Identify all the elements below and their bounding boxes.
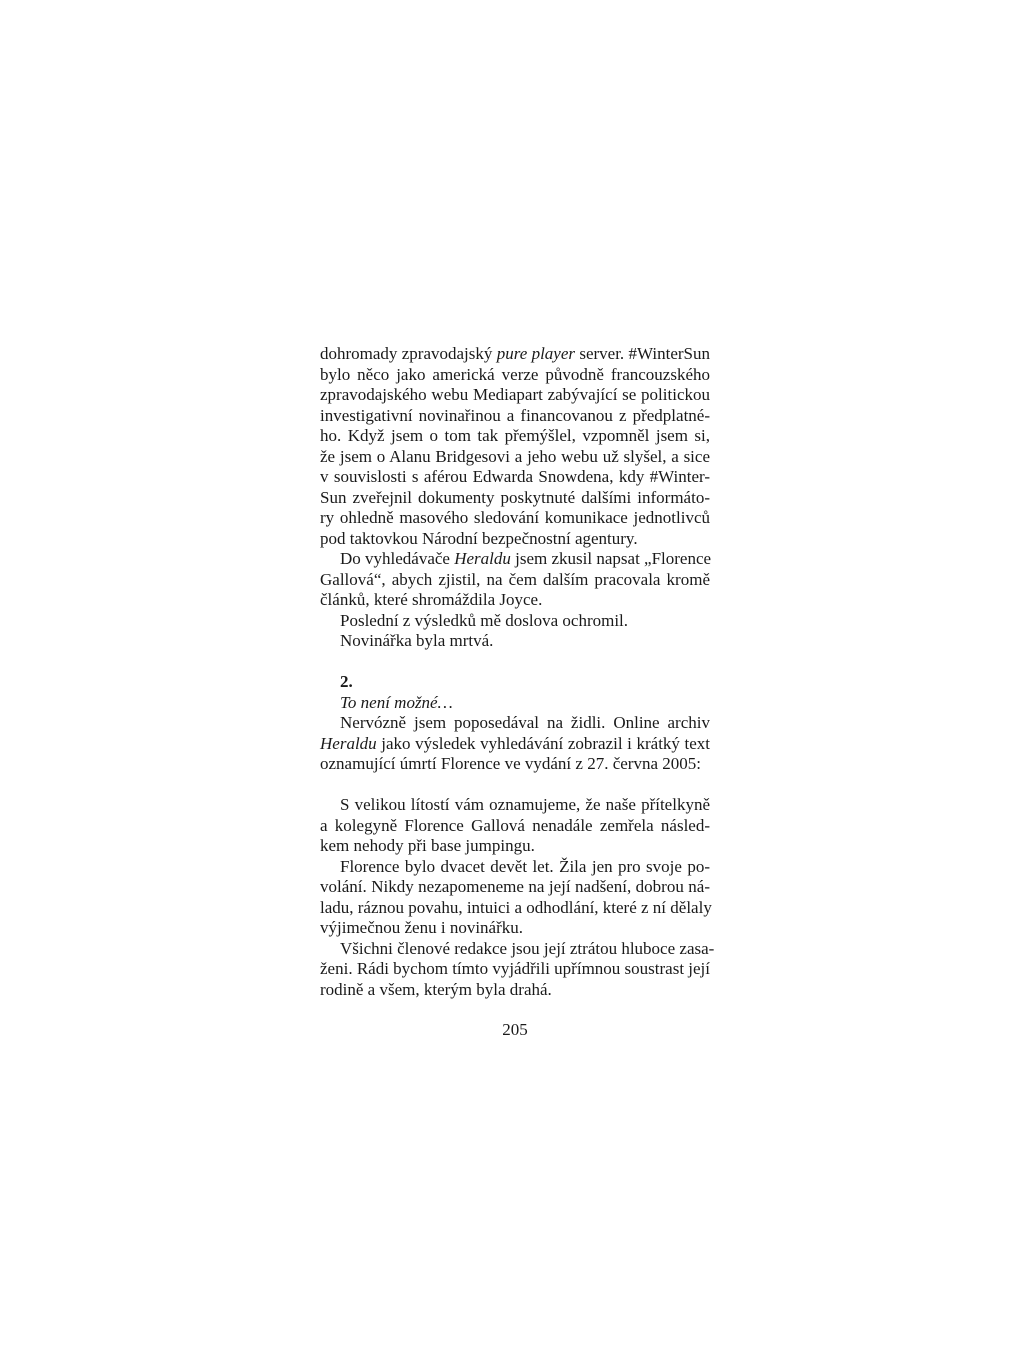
text-line: pod taktovkou Národní bezpečnostní agentury. xyxy=(320,528,638,548)
italic-term: pure player xyxy=(496,344,576,363)
obituary-line: ladu, ráznou povahu, intuici a odhodlání, které z ní dělaly xyxy=(320,897,712,917)
italic-term: Heraldu xyxy=(454,549,511,568)
text-line: Nervózně jsem poposedával na židli. Online archiv xyxy=(340,713,710,732)
obituary-line: volání. Nikdy nezapomeneme na její nadšení, dobrou ná- xyxy=(320,877,710,896)
text-line: článků, které shromáždila Joyce. xyxy=(320,590,543,609)
text-line: ho. Když jsem o tom tak přemýšlel, vzpomněl jsem si, xyxy=(320,426,710,445)
body-text xyxy=(320,344,715,1000)
obituary-line: S velikou lítostí vám oznamujeme, že naše přítelkyně xyxy=(340,795,710,814)
text-line: oznamující úmrtí Florence ve vydání z 27. června 2005: xyxy=(320,754,701,773)
text-line xyxy=(320,734,710,755)
obituary-line: Všichni členové redakce jsou její ztrátou hluboce zasa- xyxy=(340,938,715,958)
italic-term: Heraldu xyxy=(320,733,377,753)
text-line: zpravodajského webu Mediapart zabývající se politickou xyxy=(320,385,710,404)
text-run: dohromady zpravodajský xyxy=(320,344,497,363)
text-line: že jsem o Alanu Bridgesovi a jeho webu už slyšel, a sice xyxy=(320,446,710,466)
text-line xyxy=(320,549,710,570)
text-line: Novinářka byla mrtvá. xyxy=(340,631,494,650)
chapter-number: 2. xyxy=(340,672,353,691)
text-line: Gallová“, abych zjistil, na čem dalším pracovala kromě xyxy=(320,569,710,589)
text-line: v souvislosti s aférou Edwarda Snowdena, kdy #Winter- xyxy=(320,467,710,486)
text-line: Poslední z výsledků mě doslova ochromil. xyxy=(340,610,629,630)
text-line: bylo něco jako americká verze původně francouzského xyxy=(320,364,710,384)
text-run: server. #WinterSun xyxy=(575,344,710,363)
obituary-line: a kolegyně Florence Gallová nenadále zemřela násled- xyxy=(320,815,710,835)
obituary-line: výjimečnou ženu i novinářku. xyxy=(320,918,524,937)
blank-line xyxy=(320,652,710,673)
text-line: investigativní novinařinou a financovanou z předplatné- xyxy=(320,405,710,425)
text-line xyxy=(320,344,710,365)
obituary-line: rodině a všem, kterým byla drahá. xyxy=(320,979,552,999)
text-line: Sun zveřejnil dokumenty poskytnuté dalšími informáto- xyxy=(320,487,710,507)
text-line: ry ohledně masového sledování komunikace jednotlivců xyxy=(320,508,710,527)
text-run: jsem zkusil napsat „Florence xyxy=(510,549,712,568)
chapter-epigraph: To není možné… xyxy=(340,692,453,712)
text-run: jako výsledek vyhledávání zobrazil i krátký text xyxy=(376,733,710,753)
obituary-line: kem nehody při base jumpingu. xyxy=(320,836,535,855)
text-run: Do vyhledávače xyxy=(340,549,455,568)
blank-line xyxy=(320,775,710,796)
page-number: 205 xyxy=(502,1020,528,1039)
obituary-line: Florence bylo dvacet devět let. Žila jen pro svoje po- xyxy=(340,856,710,876)
obituary-line: ženi. Rádi bychom tímto vyjádřili upřímnou soustrast její xyxy=(320,959,711,978)
